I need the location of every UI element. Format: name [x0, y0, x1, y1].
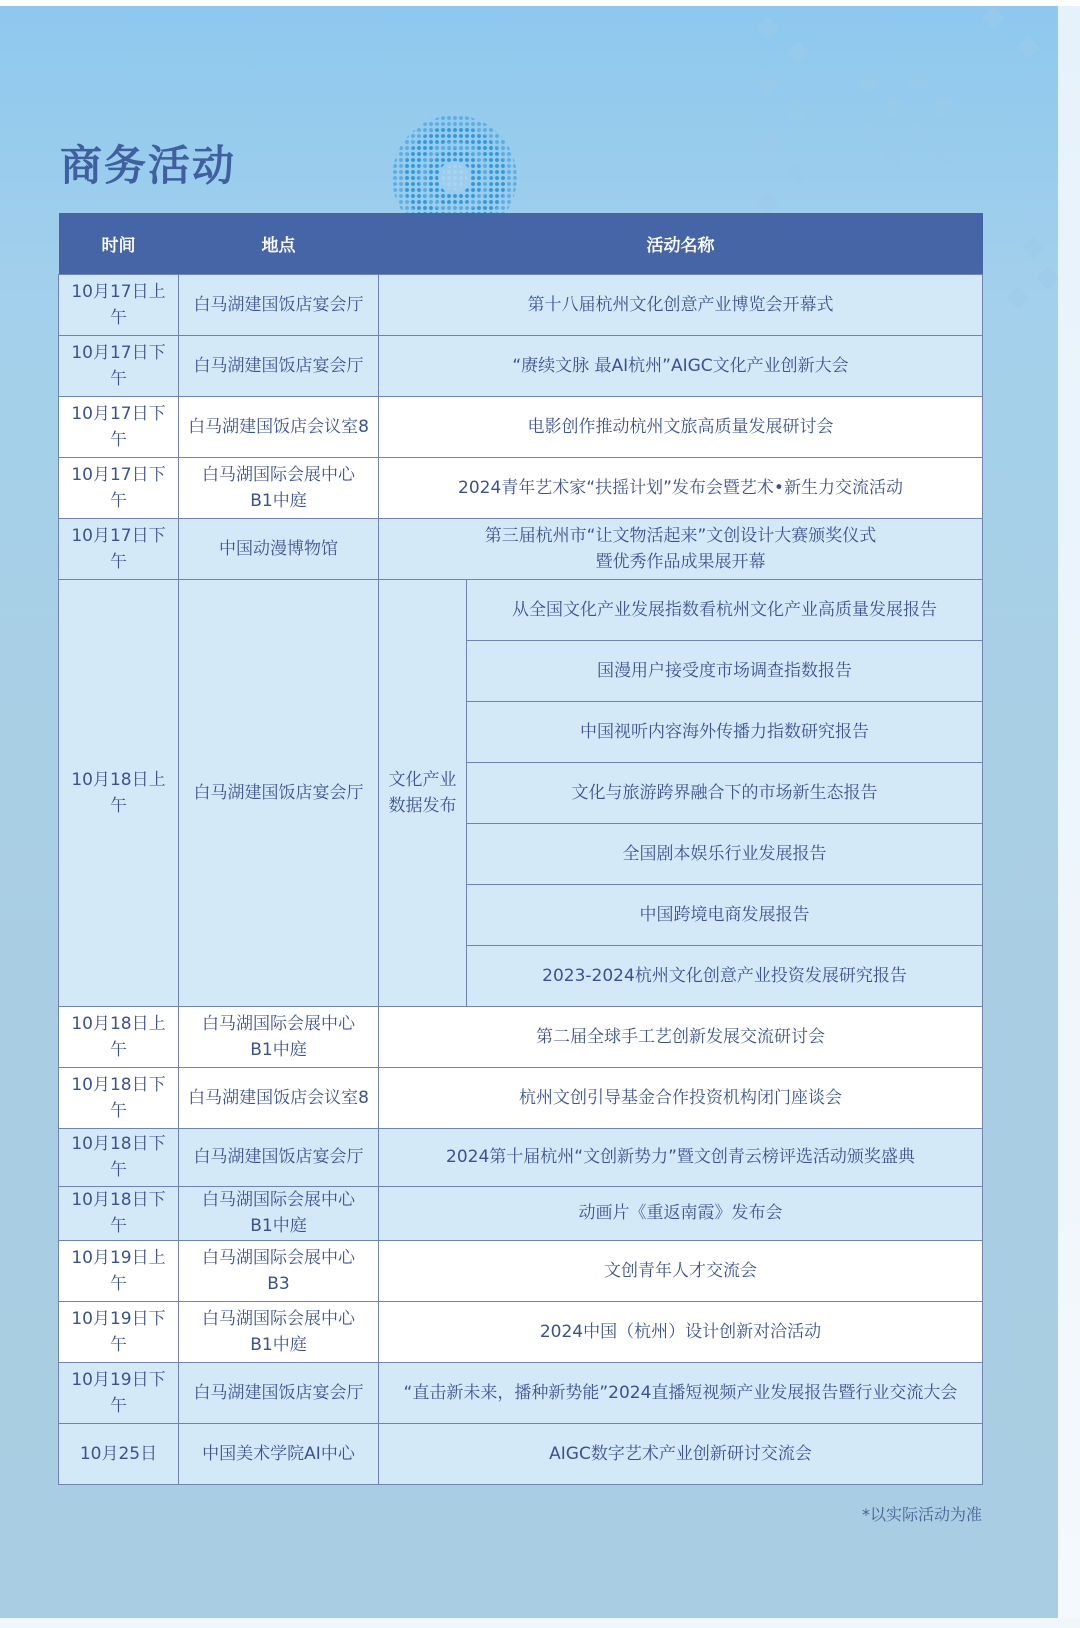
footnote: *以实际活动为准: [861, 1505, 982, 1524]
cell-activity: [379, 518, 983, 579]
cell-activity: 2024青年艺术家“扶摇计划”发布会暨艺术•新生力交流活动: [379, 457, 983, 518]
cell-location: [179, 1006, 379, 1067]
cell-location: [179, 1186, 379, 1240]
table-header-row: [59, 213, 983, 274]
table-row: [59, 274, 983, 335]
table-row: [59, 518, 983, 579]
category-line: 数据发布: [388, 795, 457, 816]
cell-time: 10月18日上午: [59, 579, 179, 1006]
cell-location: 白马湖建国饭店宴会厅: [179, 1362, 379, 1423]
cell-time: 10月19日下午: [59, 1301, 179, 1362]
table-row: [59, 1006, 983, 1067]
header-time: 时间: [59, 213, 179, 274]
cell-location: 白马湖建国饭店会议室8: [179, 396, 379, 457]
cell-time: 10月18日下午: [59, 1186, 179, 1240]
table-row-group: [59, 579, 983, 640]
cell-time: 10月18日下午: [59, 1067, 179, 1128]
table-row: [59, 335, 983, 396]
cell-report: 2023-2024杭州文化创意产业投资发展研究报告: [467, 945, 983, 1006]
cell-time: 10月18日上午: [59, 1006, 179, 1067]
table-row: [59, 1067, 983, 1128]
cell-time: 10月19日下午: [59, 1362, 179, 1423]
cell-report: 中国跨境电商发展报告: [467, 884, 983, 945]
activity-line: 暨优秀作品成果展开幕: [595, 551, 766, 572]
cell-location: [179, 1301, 379, 1362]
cell-activity: 文创青年人才交流会: [379, 1240, 983, 1301]
cell-time: 10月18日下午: [59, 1128, 179, 1186]
cell-time: 10月25日: [59, 1423, 179, 1484]
activity-line: 第三届杭州市“让文物活起来”文创设计大赛颁奖仪式: [484, 525, 877, 546]
cell-location: 白马湖建国饭店宴会厅: [179, 274, 379, 335]
table-row: [59, 1362, 983, 1423]
cell-activity: 第二届全球手工艺创新发展交流研讨会: [379, 1006, 983, 1067]
table-row: [59, 457, 983, 518]
cell-report: 从全国文化产业发展指数看杭州文化产业高质量发展报告: [467, 579, 983, 640]
cell-activity: AIGC数字艺术产业创新研讨交流会: [379, 1423, 983, 1484]
cell-category: [379, 579, 467, 1006]
cell-report: 全国剧本娱乐行业发展报告: [467, 823, 983, 884]
halftone-circle-decoration: [392, 115, 517, 225]
cell-activity: “赓续文脉 最AI杭州”AIGC文化产业创新大会: [379, 335, 983, 396]
cell-location: 白马湖建国饭店宴会厅: [179, 1128, 379, 1186]
cell-time: 10月17日下午: [59, 335, 179, 396]
cell-activity: 动画片《重返南霞》发布会: [379, 1186, 983, 1240]
cell-activity: “直击新未来，播种新势能”2024直播短视频产业发展报告暨行业交流大会: [379, 1362, 983, 1423]
cell-time: 10月17日下午: [59, 457, 179, 518]
table-row: [59, 396, 983, 457]
cell-time: 10月17日下午: [59, 396, 179, 457]
cell-activity: 电影创作推动杭州文旅高质量发展研讨会: [379, 396, 983, 457]
page-title: 商务活动: [60, 141, 237, 190]
location-line: B1中庭: [250, 490, 307, 511]
location-line: 白马湖国际会展中心: [202, 1247, 355, 1268]
location-line: B3: [267, 1273, 290, 1294]
cell-location: 中国动漫博物馆: [179, 518, 379, 579]
cell-activity: 第十八届杭州文化创意产业博览会开幕式: [379, 274, 983, 335]
table-row: [59, 1301, 983, 1362]
location-line: 白马湖国际会展中心: [202, 1190, 355, 1210]
cell-time: 10月17日上午: [59, 274, 179, 335]
header-activity: 活动名称: [379, 213, 983, 274]
cell-time: 10月19日上午: [59, 1240, 179, 1301]
cell-time: 10月17日下午: [59, 518, 179, 579]
cell-location: 白马湖建国饭店会议室8: [179, 1067, 379, 1128]
business-activities-table: [58, 213, 983, 1485]
location-line: 白马湖国际会展中心: [202, 1013, 355, 1034]
cell-location: 白马湖建国饭店宴会厅: [179, 335, 379, 396]
location-line: B1中庭: [250, 1334, 307, 1355]
table-row: [59, 1240, 983, 1301]
cell-activity: 2024第十届杭州“文创新势力”暨文创青云榜评选活动颁奖盛典: [379, 1128, 983, 1186]
location-line: B1中庭: [250, 1216, 307, 1236]
cell-activity: 2024中国（杭州）设计创新对洽活动: [379, 1301, 983, 1362]
cell-report: 中国视听内容海外传播力指数研究报告: [467, 701, 983, 762]
table-row: [59, 1423, 983, 1484]
table-row: [59, 1128, 983, 1186]
right-margin: [1058, 6, 1080, 1618]
cell-location: 中国美术学院AI中心: [179, 1423, 379, 1484]
location-line: 白马湖国际会展中心: [202, 464, 355, 485]
cell-activity: 杭州文创引导基金合作投资机构闭门座谈会: [379, 1067, 983, 1128]
category-line: 文化产业: [388, 769, 457, 790]
cell-report: 文化与旅游跨界融合下的市场新生态报告: [467, 762, 983, 823]
cell-location: [179, 457, 379, 518]
header-location: 地点: [179, 213, 379, 274]
table-row: [59, 1186, 983, 1240]
cell-report: 国漫用户接受度市场调查指数报告: [467, 640, 983, 701]
location-line: B1中庭: [250, 1039, 307, 1060]
location-line: 白马湖国际会展中心: [202, 1308, 355, 1329]
bottom-margin: [0, 1618, 1080, 1628]
cell-location: [179, 1240, 379, 1301]
cell-location: 白马湖建国饭店宴会厅: [179, 579, 379, 1006]
